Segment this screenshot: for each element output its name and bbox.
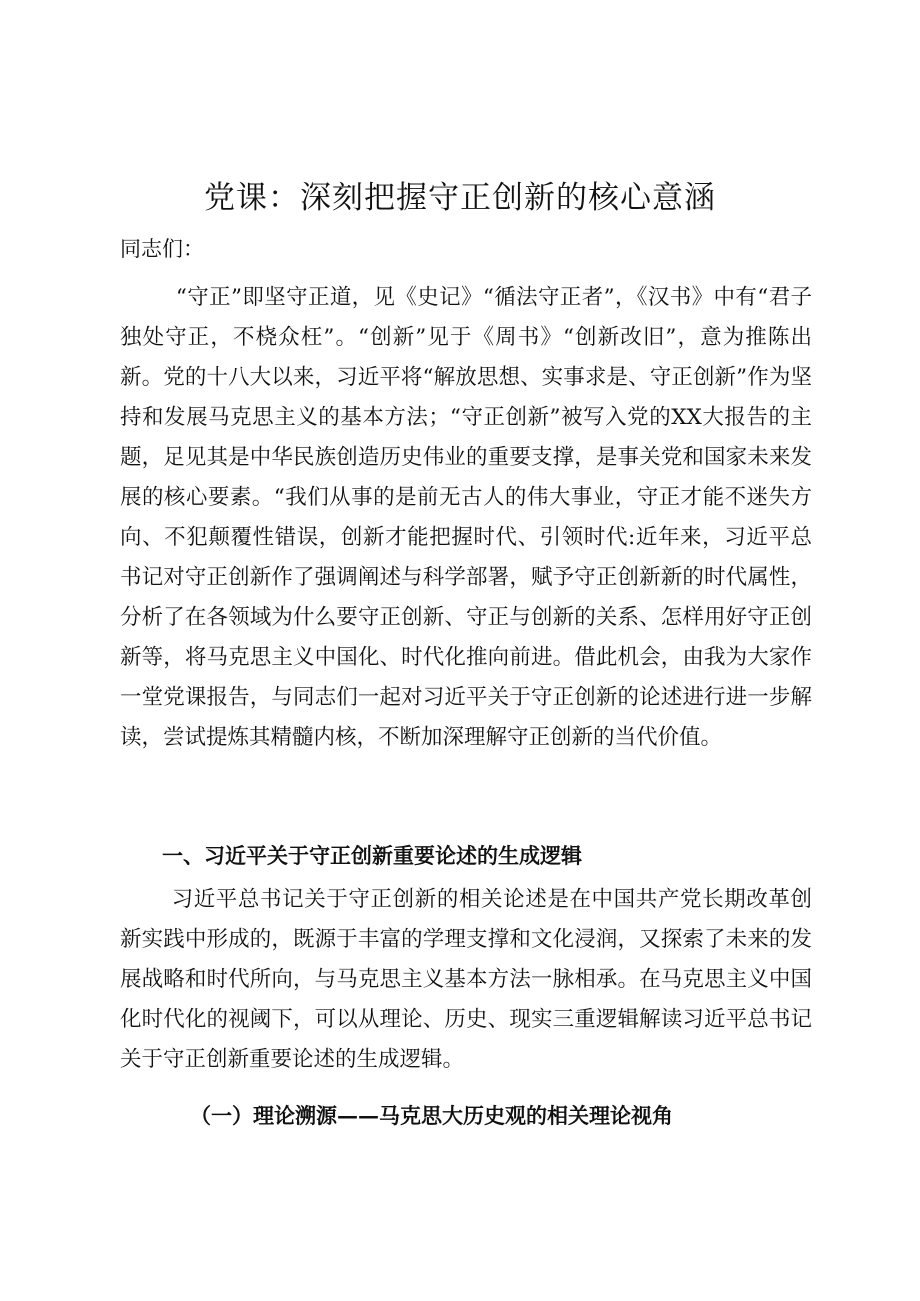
document-title: 党课：深刻把握守正创新的核心意涵 — [204, 180, 716, 216]
paragraph-intro: “守正”即坚守正道，见《史记》“循法守正者”，《汉书》中有“君子独处守正，不桡众枉”。“创新”见于《周书》“创新改旧”，意为推陈出新。党的十八大以来，习近平将“解放思想、实事求是、守正创新”作为坚持和发展马克思主义的基本方法；“守正创新”被写入党的XX大报告的主题，足见其是中华民族创造历史伟业的重要支撑，是事关党和国家未来发展的核心要素。“我们从事的是前无古人的伟大事业，守正才能不迷失方向、不犯颠覆性错误，创新才能把握时代、引领时代:近年来，习近平总书记对守正创新作了强调阐述与科学部署，赋予守正创新新的时代属性，分析了在各领域为什么要守正创新、守正与创新的关系、怎样用好守正创新等，将马克思主义中国化、时代化推向前进。借此机会，由我为大家作一堂党课报告，与同志们一起对习近平关于守正创新的论述进行进一步解读，尝试提炼其精髓内核，不断加深理解守正创新的当代价值。 — [120, 285, 812, 750]
section-heading: 一、习近平关于守正创新重要论述的生成逻辑 — [162, 844, 582, 868]
salutation: 同志们： — [120, 237, 204, 261]
subsection-heading: （一）理论溯源——马克思大历史观的相关理论视角 — [190, 1103, 673, 1128]
paragraph-section-1: 习近平总书记关于守正创新的相关论述是在中国共产党长期改革创新实践中形成的，既源于丰富的学理支撑和文化浸润，又探索了未来的发展战略和时代所向，与马克思主义基本方法一脉相承。在马克思主义中国化时代化的视阈下，可以从理论、历史、现实三重逻辑解读习近平总书记关于守正创新重要论述的生成逻辑。 — [120, 887, 812, 1072]
